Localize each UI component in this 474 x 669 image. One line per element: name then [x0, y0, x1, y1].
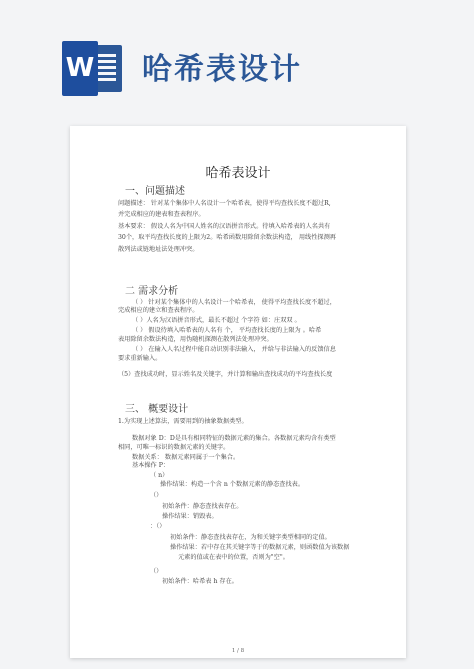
paragraph-line: 操作结果：构造一个含 n 个数据元素的静态查找表。 [160, 481, 305, 488]
paragraph-line: （ ） 针对某个集体中的人名设计一个哈希表， 使得平均查找长度不超过， [132, 299, 336, 306]
paragraph-line: （ ） 在输入人名过程中能自动识别非法输入， 并给与非法输入的反馈信息 [132, 346, 336, 353]
paragraph-line: 相同，可唯一标识的数据元素的关键字。 [118, 444, 230, 451]
paragraph-line: 操作结果：销毁表。 [162, 513, 218, 520]
paragraph-line: 表用除留余数法构造，用伪随机探测在散列法处理冲突。 [118, 336, 273, 343]
paragraph-line: （ ）人名为汉语拼音形式，最长不超过 个字符 如：庄双双 。 [132, 317, 301, 324]
paragraph-line: 操作结果：若中存在其关键字等于的数据元素，则函数值为该数据 [170, 544, 350, 551]
paragraph-line: 1.为实现上述算法，需要用到的抽象数据类型。 [118, 418, 248, 425]
paragraph-line: 元素的值或在表中的位置，否则为"空"。 [178, 554, 289, 561]
paragraph-line: 初始条件：静态查找表存在。 [162, 503, 243, 510]
banner [0, 0, 474, 110]
word-icon [62, 41, 124, 96]
word-icon-letter: W [62, 41, 98, 96]
paragraph-line: 初始条件：哈希表 h 存在。 [162, 578, 238, 585]
paragraph-line: 数据关系： 数据元素同属于一个集合。 [132, 454, 240, 461]
paragraph-line: 30个，取平均查找长度的上限为2。哈希函数用除留余数法构造， 用线性探测再 [118, 234, 336, 241]
paragraph-line: （） [150, 492, 163, 499]
paragraph-line: 数据对象 D：D是具有相同特征的数据元素的集合。各数据元素均含有类型 [132, 435, 336, 442]
paragraph-line: 初始条件：静态查找表存在，为和关键字类型相同的定值。 [170, 534, 331, 541]
section-heading-2: 二 需求分析 [125, 286, 179, 297]
paragraph-line: 完成相应的建立和查表程序。 [118, 307, 199, 314]
paragraph-line: 要求重新输入。 [118, 355, 162, 362]
paragraph-line: （ n） [150, 472, 169, 479]
paragraph-line: （） [150, 568, 163, 575]
paragraph-line: 散列法或链地址法处理冲突。 [118, 246, 199, 253]
page-number: 1 / 8 [231, 648, 245, 654]
document-page [70, 126, 406, 658]
paragraph-line: （ ） 假设待填入哈希表的人名有 个， 平均查找长度的上限为 。哈希 [132, 327, 322, 334]
paragraph-line: 并完成相应的建表和查表程序。 [118, 211, 205, 218]
section-heading-3: 三、 概要设计 [125, 404, 189, 415]
document-title: 哈希表设计 [205, 166, 271, 181]
paragraph-line: 问题描述： 针对某个集体中人名设计一个哈希表，使得平均查找长度不超过R, [118, 200, 331, 207]
paragraph-line: 基本操作 P： [132, 462, 170, 469]
section-heading-1: 一、问题描述 [125, 186, 185, 197]
paragraph-line: （5）查找成功时，显示姓名及关键字，并计算和输出查找成功的平均查找长度 [118, 371, 333, 378]
paragraph-line: ：（） [150, 523, 166, 530]
paragraph-line: 基本要求： 假设人名为中国人姓名的汉语拼音形式。待填入哈希表的人名共有 [118, 223, 331, 230]
banner-title: 哈希表设计 [142, 52, 302, 87]
